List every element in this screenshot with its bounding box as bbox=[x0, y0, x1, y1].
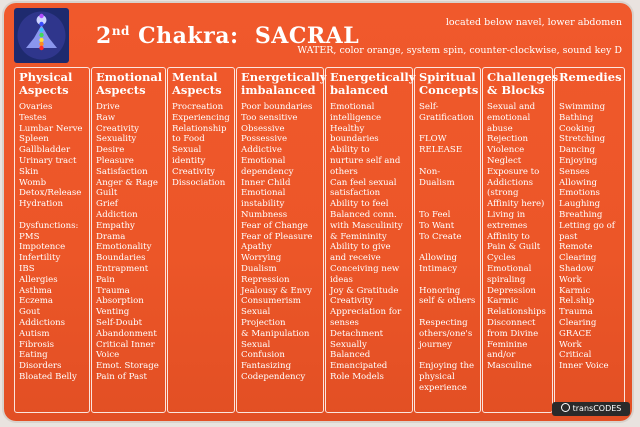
list-item: Allowing bbox=[559, 177, 598, 188]
list-item: extremes bbox=[487, 220, 528, 231]
list-item: FLOW bbox=[419, 134, 447, 145]
list-item: Creativity bbox=[172, 166, 216, 177]
list-item: Dualism bbox=[419, 177, 455, 188]
list-item: physical bbox=[419, 371, 455, 382]
list-item: Experiencing bbox=[172, 112, 230, 123]
list-item: from Divine bbox=[487, 328, 539, 339]
list-item: Self- bbox=[419, 102, 439, 112]
list-item: Rel.ship bbox=[559, 296, 595, 307]
list-item: (strong bbox=[487, 188, 519, 199]
list-item: Poor boundaries bbox=[241, 102, 313, 112]
list-item: Detachment bbox=[330, 328, 384, 339]
list-item: Laughing bbox=[559, 199, 601, 210]
list-item: Emot. Storage bbox=[96, 361, 159, 372]
list-item: Affinity here) bbox=[487, 199, 545, 210]
column-header-line: Emotional bbox=[96, 70, 163, 84]
list-item: Eating bbox=[19, 350, 48, 361]
properties-text: WATER, color orange, system spin, counter-clockwise, sound key D bbox=[297, 45, 622, 56]
list-item: Depression bbox=[487, 285, 536, 296]
column-header bbox=[415, 68, 480, 100]
list-item: Critical Inner bbox=[96, 339, 155, 350]
list-item: Sexual bbox=[241, 339, 271, 350]
list-item: Drama bbox=[96, 231, 126, 242]
column-header-line: balanced bbox=[330, 83, 389, 97]
list-item: Skin bbox=[19, 166, 39, 177]
list-item: Ability to give bbox=[330, 242, 391, 253]
list-item: IBS bbox=[19, 263, 35, 274]
column-header-line: imbalanced bbox=[241, 83, 316, 97]
list-item: Repression bbox=[241, 274, 290, 285]
list-item: satisfaction bbox=[330, 188, 381, 199]
list-item: Addictions bbox=[19, 317, 66, 328]
column-header-line: Energetically bbox=[241, 70, 327, 84]
list-item: Codependency bbox=[241, 371, 306, 382]
list-item: Pleasure bbox=[96, 155, 134, 166]
title-sup: nd bbox=[111, 24, 130, 38]
list-item: others bbox=[330, 166, 358, 177]
list-item: Boundaries bbox=[96, 253, 146, 264]
list-item: Projection bbox=[241, 317, 286, 328]
column-header-line: Energetically bbox=[330, 70, 416, 84]
list-item: Consumerism bbox=[241, 296, 301, 307]
list-item: Spleen bbox=[19, 134, 49, 145]
list-item: Addiction bbox=[96, 209, 138, 220]
list-item: experience bbox=[419, 382, 467, 393]
column-body bbox=[168, 100, 234, 188]
list-item: Allergies bbox=[19, 274, 58, 285]
list-item: Grief bbox=[96, 199, 118, 210]
brand-logo-icon bbox=[561, 403, 570, 412]
list-item: Numbness bbox=[241, 209, 288, 220]
list-item: Addictions bbox=[487, 177, 534, 188]
list-item: Fear of Change bbox=[241, 220, 308, 231]
list-item: intelligence bbox=[330, 112, 382, 123]
list-item: Balanced bbox=[330, 350, 371, 361]
list-item bbox=[419, 307, 476, 318]
list-item: Venting bbox=[96, 307, 130, 318]
list-item: Living in bbox=[487, 209, 526, 220]
list-item bbox=[19, 210, 85, 221]
list-item: Sexuality bbox=[96, 134, 137, 145]
list-item: emotional bbox=[487, 112, 531, 123]
list-item: Karmic bbox=[559, 285, 591, 296]
column-2 bbox=[167, 67, 235, 413]
list-item: Fear of Pleasure bbox=[241, 231, 313, 242]
list-item: Affinity to bbox=[487, 231, 530, 242]
column-body bbox=[237, 100, 323, 383]
list-item: Enjoying bbox=[559, 155, 598, 166]
list-item: Self-Doubt bbox=[96, 317, 143, 328]
list-item: Breathing bbox=[559, 209, 603, 220]
list-item: Emotions bbox=[559, 188, 600, 199]
list-item: Non- bbox=[419, 166, 441, 177]
list-item: abuse bbox=[487, 123, 513, 134]
list-item: and receive bbox=[330, 253, 381, 264]
list-item: Apathy bbox=[241, 242, 272, 253]
list-item: Sexual bbox=[172, 145, 202, 156]
list-item: Balanced conn. bbox=[330, 209, 397, 220]
list-item: dependency bbox=[241, 166, 294, 177]
column-body bbox=[92, 100, 165, 383]
list-item: RELEASE bbox=[419, 145, 463, 156]
list-item: Gratification bbox=[419, 112, 474, 123]
list-item: past bbox=[559, 231, 578, 242]
column-4 bbox=[325, 67, 416, 413]
list-item: To Want bbox=[419, 220, 455, 231]
list-item: nurture self and bbox=[330, 155, 401, 166]
list-item bbox=[419, 124, 476, 135]
column-header-line: Mental bbox=[172, 70, 218, 84]
list-item: Karmic bbox=[487, 296, 519, 307]
list-item: Too sensitive bbox=[241, 112, 298, 123]
list-item: Critical bbox=[559, 350, 592, 361]
list-item bbox=[419, 156, 476, 167]
list-item: Addictive bbox=[241, 145, 282, 156]
column-body bbox=[415, 100, 480, 394]
list-item: To Feel bbox=[419, 209, 451, 220]
list-item: Stretching bbox=[559, 134, 606, 145]
list-item: Violence bbox=[487, 145, 525, 156]
list-item: Abandonment bbox=[96, 328, 157, 339]
list-item: Emotional bbox=[241, 188, 286, 199]
list-item: GRACE bbox=[559, 328, 592, 339]
column-5 bbox=[414, 67, 481, 413]
list-item: spiraling bbox=[487, 274, 526, 285]
column-7 bbox=[554, 67, 625, 413]
list-item: Voice bbox=[96, 350, 120, 361]
list-item: Ability to bbox=[330, 145, 370, 156]
list-item: boundaries bbox=[330, 134, 379, 145]
list-item: Work bbox=[559, 339, 582, 350]
column-header-line: Physical bbox=[19, 70, 73, 84]
list-item: senses bbox=[330, 317, 359, 328]
list-item: and/or bbox=[487, 350, 516, 361]
list-item: Trauma bbox=[96, 285, 130, 296]
list-item: Sexually bbox=[330, 339, 367, 350]
list-item: Exposure to bbox=[487, 166, 540, 177]
list-item: Guilt bbox=[96, 188, 118, 199]
list-item: Clearing bbox=[559, 253, 597, 264]
list-item: identity bbox=[172, 155, 206, 166]
list-item: Emotional bbox=[330, 102, 375, 112]
column-header bbox=[555, 68, 624, 100]
list-item: Ovaries bbox=[19, 102, 53, 112]
list-item: Drive bbox=[96, 102, 120, 112]
list-item: Feminine bbox=[487, 339, 528, 350]
column-header-line: & Blocks bbox=[487, 83, 545, 97]
list-item: Eczema bbox=[19, 296, 53, 307]
list-item: Remote bbox=[559, 242, 593, 253]
list-item bbox=[419, 242, 476, 253]
list-item: Relationship bbox=[172, 123, 227, 134]
list-item: Clearing bbox=[559, 317, 597, 328]
list-item: Inner Voice bbox=[559, 361, 609, 372]
list-item: Sexual bbox=[241, 307, 271, 318]
list-item: Entrapment bbox=[96, 263, 149, 274]
list-item: Masculine bbox=[487, 361, 532, 372]
list-item: Empathy bbox=[96, 220, 135, 231]
list-item: PMS bbox=[19, 231, 40, 242]
chakra-card bbox=[4, 3, 632, 421]
column-header bbox=[326, 68, 416, 100]
list-item: Respecting bbox=[419, 317, 468, 328]
list-item bbox=[419, 199, 476, 210]
list-item: Infertility bbox=[19, 253, 61, 264]
list-item: to Food bbox=[172, 134, 205, 145]
list-item: Gout bbox=[19, 307, 41, 318]
list-item: Procreation bbox=[172, 102, 224, 112]
list-item: Senses bbox=[559, 166, 590, 177]
list-item: Work bbox=[559, 274, 582, 285]
list-item: Confusion bbox=[241, 350, 285, 361]
list-item: Rejection bbox=[487, 134, 529, 145]
list-item: Neglect bbox=[487, 155, 522, 166]
column-header-line: Concepts bbox=[419, 83, 479, 97]
column-body bbox=[555, 100, 624, 372]
list-item: Enjoying the bbox=[419, 361, 475, 372]
list-item: Possessive bbox=[241, 134, 288, 145]
list-item: ideas bbox=[330, 274, 353, 285]
column-6 bbox=[482, 67, 559, 413]
list-item: Gallbladder bbox=[19, 145, 71, 156]
meditating-figure-chakra-icon bbox=[14, 8, 69, 63]
column-header-line: Aspects bbox=[172, 83, 222, 97]
list-item: Detox/Release bbox=[19, 188, 82, 199]
list-item: self & others bbox=[419, 296, 476, 307]
list-item: Emotionality bbox=[96, 242, 152, 253]
list-item: Bloated Belly bbox=[19, 371, 77, 382]
list-item: Emancipated bbox=[330, 361, 388, 372]
list-item: Raw bbox=[96, 112, 116, 123]
list-item: Disorders bbox=[19, 361, 62, 372]
list-item: Cycles bbox=[487, 253, 516, 264]
list-item: Autism bbox=[19, 328, 50, 339]
list-item: Asthma bbox=[19, 285, 52, 296]
list-item: Womb bbox=[19, 177, 47, 188]
location-text: located below navel, lower abdomen bbox=[445, 17, 622, 28]
list-item: Appreciation for bbox=[330, 307, 402, 318]
list-item: Urinary tract bbox=[19, 155, 77, 166]
list-item: Role Models bbox=[330, 371, 384, 382]
list-item: Disconnect bbox=[487, 317, 536, 328]
column-header-line: Remedies bbox=[559, 70, 622, 84]
list-item: Emotional bbox=[241, 155, 286, 166]
column-1 bbox=[91, 67, 166, 413]
list-item: Swimming bbox=[559, 102, 606, 112]
column-header bbox=[483, 68, 559, 100]
list-item: Pain bbox=[96, 274, 115, 285]
list-item: Letting go of bbox=[559, 220, 615, 231]
list-item: Emotional bbox=[487, 263, 532, 274]
list-item: To Create bbox=[419, 231, 462, 242]
list-item: Dualism bbox=[241, 263, 277, 274]
list-item: Intimacy bbox=[419, 263, 458, 274]
list-item: Inner Child bbox=[241, 177, 291, 188]
list-item: Cooking bbox=[559, 123, 595, 134]
list-item: with Masculinity bbox=[330, 220, 403, 231]
list-item: Shadow bbox=[559, 263, 594, 274]
list-item: Relationships bbox=[487, 307, 546, 318]
list-item: others/one's bbox=[419, 328, 473, 339]
list-item: Honoring bbox=[419, 285, 461, 296]
column-header-line: Challenges bbox=[487, 70, 559, 84]
list-item: Creativity bbox=[96, 123, 140, 134]
list-item: Fibrosis bbox=[19, 339, 55, 350]
title-rest: Chakra: SACRAL bbox=[129, 23, 360, 49]
column-header bbox=[15, 68, 89, 100]
list-item: instability bbox=[241, 199, 285, 210]
list-item: Creativity bbox=[330, 296, 374, 307]
column-header-line: Aspects bbox=[96, 83, 146, 97]
list-item: Hydration bbox=[19, 199, 63, 210]
column-body bbox=[483, 100, 552, 372]
list-item bbox=[419, 188, 476, 199]
column-body bbox=[326, 100, 412, 383]
list-item: Worrying bbox=[241, 253, 282, 264]
column-3 bbox=[236, 67, 327, 413]
list-item: Jealousy & Envy bbox=[241, 285, 313, 296]
list-item: Absorption bbox=[96, 296, 144, 307]
aspects-table bbox=[14, 67, 626, 413]
list-item: Joy & Gratitude bbox=[330, 285, 399, 296]
column-header-line: Aspects bbox=[19, 83, 69, 97]
list-item: Desire bbox=[96, 145, 125, 156]
list-item: Testes bbox=[19, 112, 47, 123]
list-item: Dissociation bbox=[172, 177, 226, 188]
list-item: & Femininity bbox=[330, 231, 387, 242]
list-item: Lumbar Nerve bbox=[19, 123, 83, 134]
list-item: Satisfaction bbox=[96, 166, 148, 177]
column-header bbox=[168, 68, 234, 100]
list-item: Dysfunctions: bbox=[19, 220, 79, 231]
list-item: Can feel sexual bbox=[330, 177, 397, 188]
list-item: Bathing bbox=[559, 112, 594, 123]
column-header bbox=[237, 68, 327, 100]
brand-badge bbox=[552, 402, 630, 416]
list-item: Pain of Past bbox=[96, 371, 148, 382]
list-item: Conceiving new bbox=[330, 263, 400, 274]
list-item: Ability to feel bbox=[330, 199, 389, 210]
list-item: Dancing bbox=[559, 145, 596, 156]
list-item: Impotence bbox=[19, 242, 66, 253]
list-item: Allowing bbox=[419, 253, 458, 264]
list-item: Anger & Rage bbox=[96, 177, 158, 188]
brand-label: transCODES bbox=[572, 404, 622, 413]
list-item: & Manipulation bbox=[241, 328, 310, 339]
list-item: Sexual and bbox=[487, 102, 536, 112]
list-item: Trauma bbox=[559, 307, 593, 318]
column-header-line: Spiritual bbox=[419, 70, 476, 84]
title-prefix: 2 bbox=[96, 23, 112, 49]
list-item bbox=[419, 275, 476, 286]
column-header bbox=[92, 68, 165, 100]
column-body bbox=[15, 100, 89, 383]
list-item: Healthy bbox=[330, 123, 365, 134]
list-item: Fantasizing bbox=[241, 361, 292, 372]
list-item: Obsessive bbox=[241, 123, 285, 134]
list-item: journey bbox=[419, 339, 452, 350]
list-item: Pain & Guilt bbox=[487, 242, 541, 253]
column-0 bbox=[14, 67, 90, 413]
list-item bbox=[419, 350, 476, 361]
